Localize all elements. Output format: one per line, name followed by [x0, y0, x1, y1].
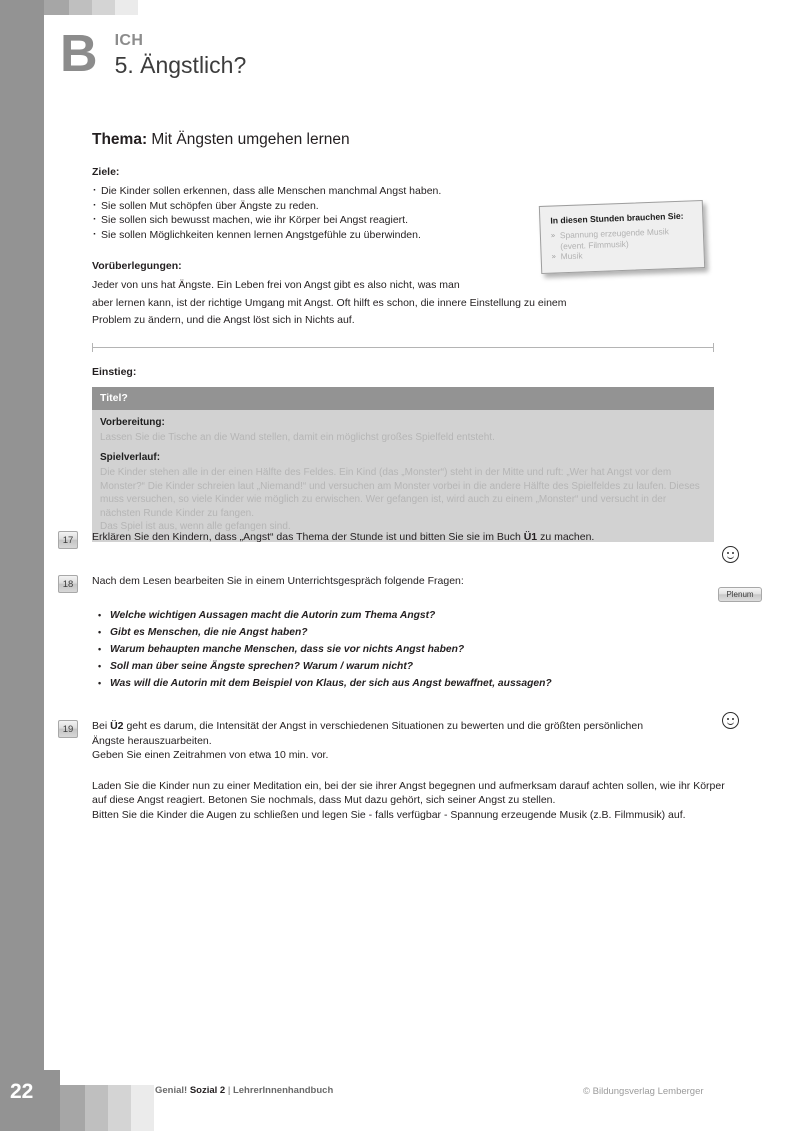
main-content — [92, 130, 714, 542]
top-bar-segment-2 — [69, 0, 92, 15]
page-number: 22 — [10, 1080, 34, 1103]
vorbereitung-text: Lassen Sie die Tische an die Wand stellen, damit ein möglichst großes Spielfeld entsteht. — [100, 431, 495, 443]
sticky-note-title: In diesen Stunden brauchen Sie: — [550, 210, 684, 226]
step-18 — [58, 574, 748, 593]
footer-series: Sozial 2 — [189, 1085, 226, 1096]
step-19-text — [92, 719, 672, 748]
page-title: 5. Ängstlich? — [114, 52, 247, 78]
header-titles — [115, 30, 247, 79]
list-item: • Warum behaupten manche Menschen, dass sie vor nichts Angst haben? — [98, 641, 748, 658]
step-body — [92, 574, 748, 589]
step-17-exercise-ref: Ü1 — [523, 531, 538, 543]
list-item: • Welche wichtigen Aussagen macht die Autorin zum Thema Angst? — [98, 607, 748, 624]
footer-suffix: LehrerInnenhandbuch — [232, 1085, 334, 1096]
step-number-badge: 19 — [58, 720, 78, 738]
voruberlegungen-line-2: aber lernen kann, ist der richtige Umgang mit Angst. Oft hilft es schon, die innere Einstellung zu einem — [92, 296, 567, 309]
list-item: » Musik — [551, 246, 693, 262]
smiley-icon — [722, 546, 739, 563]
ziele-heading: Ziele: — [92, 166, 120, 178]
list-item: • Was will die Autorin mit dem Beispiel von Klaus, der sich aus Angst bewaffnet, aussagen? — [98, 675, 748, 692]
top-bar-segment-1 — [44, 0, 69, 15]
step-17-text-after: zu machen. — [537, 531, 595, 543]
step-19-exercise-ref: Ü2 — [110, 720, 124, 732]
plenum-badge: Plenum — [718, 587, 762, 602]
step-17-text-before: Erklären Sie den Kindern, dass „Angst“ das Thema der Stunde ist und bitten Sie sie im Buch — [92, 531, 524, 543]
thema-label: Thema: — [92, 131, 148, 148]
step-body — [92, 530, 748, 545]
game-box-body — [92, 410, 714, 543]
left-margin-rail — [0, 0, 44, 1131]
list-item: • Gibt es Menschen, die nie Angst haben? — [98, 624, 748, 641]
step-17 — [58, 530, 748, 549]
step-body — [92, 719, 748, 822]
footer-prefix: Genial! — [155, 1085, 190, 1096]
voruberlegungen-line-3: Problem zu ändern, und die Angst löst sich in Nichts auf. — [92, 314, 355, 326]
top-bar-segment-3 — [92, 0, 115, 15]
game-description-box — [92, 387, 714, 543]
step-17-text — [92, 530, 748, 545]
list-item: · Sie sollen Mut schöpfen über Ängste zu reden. — [92, 199, 714, 214]
numbered-steps — [58, 530, 748, 822]
divider-cap-right — [713, 343, 714, 352]
vorbereitung-label: Vorbereitung: — [100, 416, 165, 428]
thema-line — [92, 130, 714, 150]
footer-decor-bars — [60, 1085, 154, 1131]
footer-separator: | — [225, 1085, 233, 1096]
sticky-note-list — [551, 225, 694, 262]
einstieg-heading: Einstieg: — [92, 365, 137, 378]
list-item: · Sie sollen sich bewusst machen, wie ihr Körper bei Angst reagiert. — [92, 213, 714, 228]
step-number-badge: 17 — [58, 531, 78, 549]
header-kicker: ICH — [114, 32, 144, 49]
top-bar-segment-4 — [115, 0, 138, 15]
step-19-text-after: geht es darum, die Intensität der Angst in verschiedenen Situationen zu bewerten und die größten persönlichen Ängste herauszuarbeiten. — [92, 720, 644, 747]
step-19 — [58, 719, 748, 822]
section-divider — [92, 342, 714, 352]
step-18-text: Nach dem Lesen bearbeiten Sie in einem Unterrichtsgespräch folgende Fragen: — [92, 575, 464, 587]
smiley-icon — [722, 712, 739, 729]
list-item: » Spannung erzeugende Musik (event. Filmmusik) — [551, 225, 694, 251]
divider-line — [92, 347, 714, 348]
voruberlegungen-heading: Vorüberlegungen: — [92, 260, 182, 272]
materials-sticky-note — [539, 200, 705, 273]
footer-bar-segment-3 — [108, 1085, 131, 1131]
chapter-letter: B — [60, 25, 97, 83]
list-item: • Soll man über seine Ängste sprechen? Warum / warum nicht? — [98, 658, 748, 675]
list-item: · Die Kinder sollen erkennen, dass alle Menschen manchmal Angst haben. — [92, 184, 714, 199]
spielverlauf-label: Spielverlauf: — [100, 452, 161, 464]
step-19-time-note: Geben Sie einen Zeitrahmen von etwa 10 min. vor. — [92, 749, 329, 761]
spielverlauf-text: Die Kinder stehen alle in der einen Hälfte des Feldes. Ein Kind (das „Monster“) steht in der Mitte und ruft: „Wer hat Angst vor dem Monster?“ Die Kinder schreien laut „Niemand!“ und versuchen am Monster vorbei in die andere Hälfte des Spielfeldes zu laufen. Dieses muss versuchen, so viele Kinder wie möglich zu erwischen. Wer gefangen ist, wird auch zu einem „Monster“ und versucht in der nächsten Runde Kinder zu fangen. — [100, 467, 700, 519]
thema-text: Mit Ängsten umgehen lernen — [147, 131, 350, 148]
closing-paragraph-2: Bitten Sie die Kinder die Augen zu schließen und legen Sie - falls verfügbar - Spannung erzeugende Musik (z.B. Filmmusik) auf. — [92, 808, 686, 821]
step-19-text-before: Bei — [92, 720, 111, 732]
footer-bar-segment-4 — [131, 1085, 154, 1131]
footer-bar-segment-2 — [85, 1085, 108, 1131]
footer-bar-segment-1 — [60, 1085, 85, 1131]
footer-copyright: © Bildungsverlag Lemberger — [583, 1086, 704, 1097]
page-header — [60, 25, 247, 83]
footer-book-title — [155, 1085, 333, 1097]
voruberlegungen-line-1: Jeder von uns hat Ängste. Ein Leben frei von Angst gibt es also nicht, was man — [92, 279, 460, 291]
game-box-title: Titel? — [92, 387, 714, 410]
step-number-badge: 18 — [58, 575, 78, 593]
spielverlauf-text-2: Das Spiel ist aus, wenn alle gefangen sind. — [100, 521, 291, 533]
closing-paragraph-1: Laden Sie die Kinder nun zu einer Meditation ein, bei der sie ihrer Angst begegnen und aufmerksam darauf achten sollen, wie ihr Körper auf diese Angst reagiert. Betonen Sie nochmals, dass Mut dazu gehört, sich seiner Angst zu stellen. — [92, 779, 725, 806]
discussion-questions-list — [58, 607, 748, 692]
list-item: · Sie sollen Möglichkeiten kennen lernen Angstgefühle zu überwinden. — [92, 228, 714, 243]
top-decor-bars — [44, 0, 138, 15]
